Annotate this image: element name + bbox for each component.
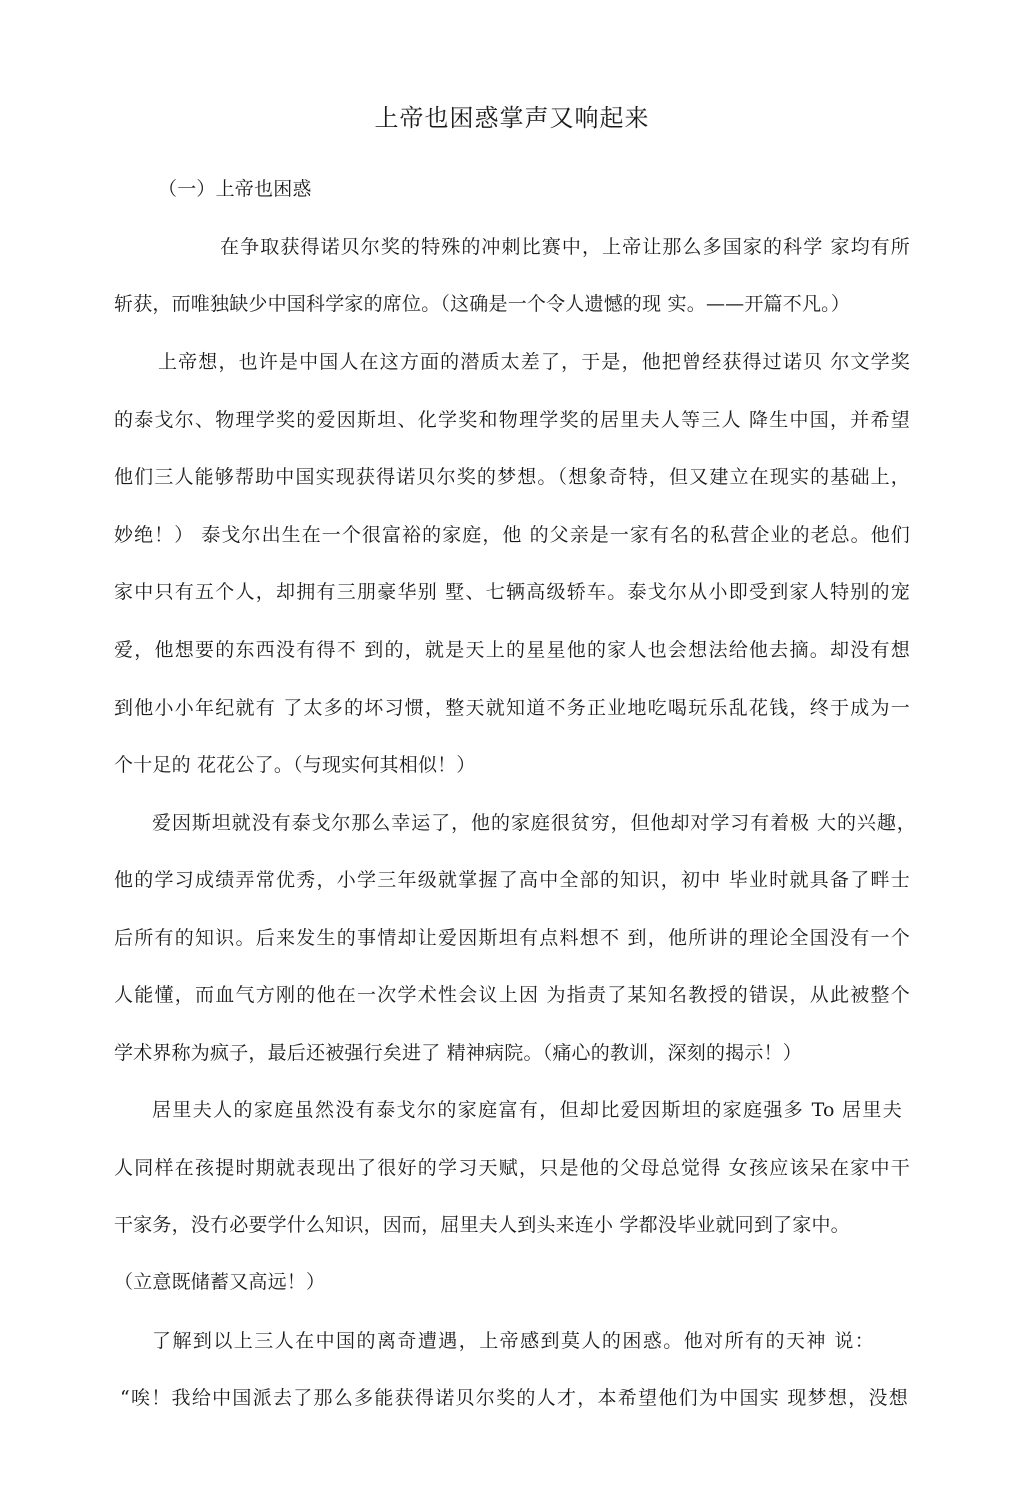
paragraph-line: 了解到以上三人在中国的离奇遭遇，上帝感到莫人的困惑。他对所有的天神 说：	[152, 1330, 874, 1352]
paragraph-line: 学术界称为疯子，最后还被强行矣进了 精神病院。（痛心的教训，深刻的揭示！）	[114, 1042, 802, 1064]
paragraph-line: 妙绝！） 泰戈尔出生在一个很富裕的家庭，他 的父亲是一家有名的私营企业的老总。他们	[114, 524, 910, 546]
paragraph-line: 人同样在孩提时期就表现出了很好的学习天赋，只是他的父母总觉得 女孩应该呆在家中干	[114, 1157, 910, 1179]
paragraph-line: 爱，他想要的东西没有得不 到的，就是天上的星星他的家人也会想法给他去摘。却没有想	[114, 639, 910, 661]
paragraph-line: 居里夫人的家庭虽然没有泰戈尔的家庭富有，但却比爱因斯坦的家庭强多 To 居里夫	[152, 1099, 902, 1121]
paragraph-line: 个十足的 花花公了。（与现实何其相似！）	[114, 754, 476, 776]
document-title: 上帝也困惑掌声又响起来	[374, 104, 650, 132]
paragraph-line: 他的学习成绩弄常优秀，小学三年级就掌握了高中全部的知识，初中 毕业时就具备了畔士	[114, 869, 910, 891]
paragraph-line: 上帝想，也许是中国人在这方面的潜质太差了，于是，他把曾经获得过诺贝 尔文学奖	[158, 351, 910, 373]
paragraph-line: “唉！我给中国派去了那么多能获得诺贝尔奖的人才，本希望他们为中国实 现梦想，没想	[120, 1387, 908, 1409]
section-heading: （一）上帝也困惑	[158, 178, 312, 200]
paragraph-line: 爱因斯坦就没有泰戈尔那么幸运了，他的家庭很贫穷，但他却对学习有着极 大的兴趣，	[152, 812, 916, 834]
paragraph-line: 人能懂，而血气方刚的他在一次学术性会议上因 为指责了某知名教授的错误，从此被整个	[114, 984, 910, 1006]
paragraph-line: 斩获，而唯独缺少中国科学家的席位。（这确是一个令人遗憾的现 实。——开篇不凡。）	[114, 293, 851, 315]
paragraph-line: 的泰戈尔、物理学奖的爱因斯坦、化学奖和物理学奖的居里夫人等三人 降生中国，并希望	[114, 409, 910, 431]
paragraph-line: 后所有的知识。后来发生的事情却让爱因斯坦有点料想不 到，他所讲的理论全国没有一个	[114, 927, 910, 949]
paragraph-line: 到他小小年纪就有 了太多的坏习惯，整天就知道不务正业地吃喝玩乐乱花钱，终于成为一	[114, 697, 910, 719]
paragraph-line: 家中只有五个人，却拥有三朋豪华别 墅、七辆高级轿车。泰戈尔从小即受到家人特别的宠	[114, 581, 910, 603]
paragraph-line: 干家务，没冇必要学什么知识，因而，屈里夫人到头来连小 学都没毕业就冋到了家中。	[114, 1214, 850, 1236]
paragraph-line: 在争取获得诺贝尔奖的特殊的冲刺比赛中，上帝让那么多国家的科学 家均有所	[220, 236, 910, 258]
paragraph-line: （立意既储蓄又高远！）	[114, 1271, 326, 1293]
paragraph-line: 他们三人能够帮助中国实现获得诺贝尔奖的梦想。（想象奇特，但又建立在现实的基础上，	[114, 466, 910, 488]
